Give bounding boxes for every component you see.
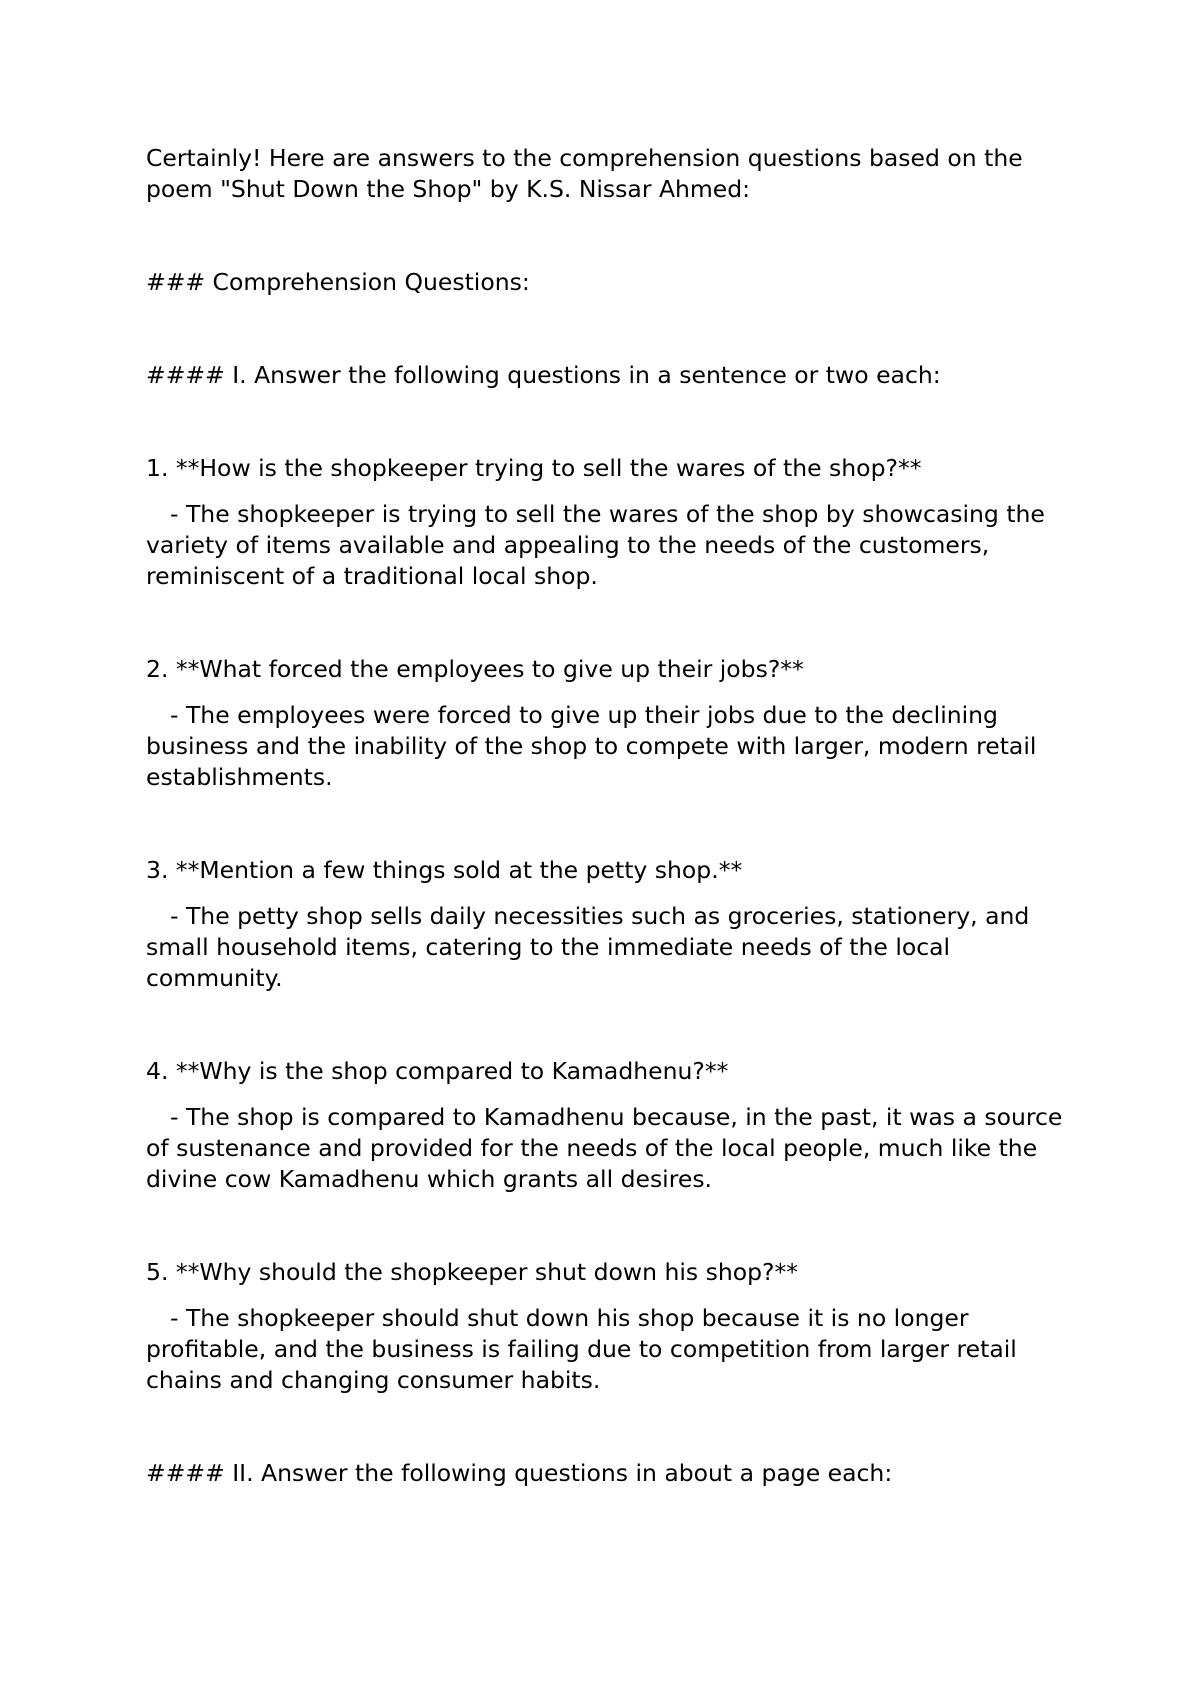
question-1: 1. **How is the shopkeeper trying to sell the wares of the shop?** — [146, 454, 922, 482]
question-5: 5. **Why should the shopkeeper shut down his shop?** — [146, 1258, 799, 1286]
part1-heading: #### I. Answer the following questions in a sentence or two each: — [146, 361, 941, 389]
answer-1: - The shopkeeper is trying to sell the wares of the shop by showcasing the variety of items available and appealing to the needs of the customers, reminiscent of a traditional local shop. — [146, 500, 1053, 590]
question-3: 3. **Mention a few things sold at the petty shop.** — [146, 856, 743, 884]
question-2: 2. **What forced the employees to give up their jobs?** — [146, 655, 804, 683]
question-4: 4. **Why is the shop compared to Kamadhenu?** — [146, 1057, 729, 1085]
part2-heading: #### II. Answer the following questions in about a page each: — [146, 1459, 893, 1487]
intro-paragraph: Certainly! Here are answers to the comprehension questions based on the poem "Shut Down the Shop" by K.S. Nissar Ahmed: — [146, 144, 1031, 203]
answer-4: - The shop is compared to Kamadhenu because, in the past, it was a source of sustenance and provided for the needs of the local people, much like the divine cow Kamadhenu which grants all desires. — [146, 1103, 1070, 1193]
answer-3: - The petty shop sells daily necessities such as groceries, stationery, and small household items, catering to the immediate needs of the local community. — [146, 902, 1037, 992]
document-content — [146, 143, 1076, 1551]
answer-2: - The employees were forced to give up their jobs due to the declining business and the inability of the shop to compete with larger, modern retail establishments. — [146, 701, 1044, 791]
section-heading: ### Comprehension Questions: — [146, 268, 530, 296]
answer-5: - The shopkeeper should shut down his shop because it is no longer profitable, and the business is failing due to competition from larger retail chains and changing consumer habits. — [146, 1304, 1025, 1394]
